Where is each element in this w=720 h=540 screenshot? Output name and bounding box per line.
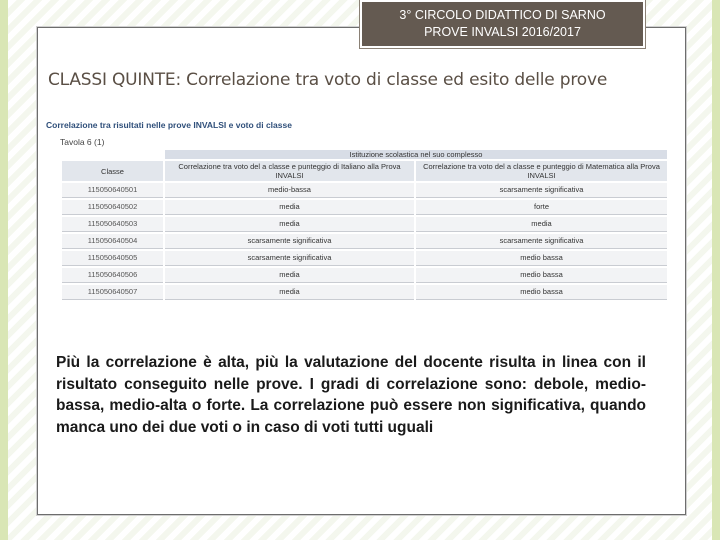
table-row	[62, 200, 667, 215]
table-caption: Correlazione tra risultati nelle prove INVALSI e voto di classe	[46, 120, 292, 130]
cell-italiano: media	[165, 268, 414, 283]
cell-classe: 115050640502	[62, 200, 163, 215]
cell-italiano: scarsamente significativa	[165, 251, 414, 266]
left-border-stripe	[0, 0, 8, 540]
body-paragraph: Più la correlazione è alta, più la valutazione del docente risulta in linea con il risultato conseguito nelle prove. I gradi di correlazione sono: debole, medio-bassa, medio-alta o forte. La correlazione può essere non significativa, quando manca uno dei due voti o in caso di voti tutti uguali	[56, 354, 646, 436]
cell-matematica: medio bassa	[416, 251, 667, 266]
cell-italiano: medio-bassa	[165, 183, 414, 198]
table-row	[62, 268, 667, 283]
slide-title: CLASSI QUINTE: Correlazione tra voto di classe ed esito delle prove	[48, 70, 608, 90]
table-body	[62, 183, 667, 300]
table-group-header: Istituzione scolastica nel suo complesso	[165, 150, 667, 159]
column-header-classe: Classe	[62, 161, 163, 181]
cell-classe: 115050640506	[62, 268, 163, 283]
cell-italiano: media	[165, 285, 414, 300]
table-row	[62, 251, 667, 266]
cell-matematica: medio bassa	[416, 285, 667, 300]
cell-matematica: media	[416, 217, 667, 232]
table-label: Tavola 6 (1)	[60, 137, 105, 147]
correlation-table	[60, 148, 669, 302]
cell-italiano: scarsamente significativa	[165, 234, 414, 249]
cell-matematica: medio bassa	[416, 268, 667, 283]
cell-classe: 115050640507	[62, 285, 163, 300]
cell-classe: 115050640505	[62, 251, 163, 266]
header-box	[360, 0, 645, 48]
table-spacer-cell	[62, 150, 163, 159]
header-line-1: 3° CIRCOLO DIDATTICO DI SARNO	[399, 8, 606, 22]
cell-italiano: media	[165, 200, 414, 215]
cell-matematica: scarsamente significativa	[416, 183, 667, 198]
right-border-stripe	[712, 0, 720, 540]
cell-matematica: forte	[416, 200, 667, 215]
table-row	[62, 234, 667, 249]
header-line-2: PROVE INVALSI 2016/2017	[424, 25, 581, 39]
column-header-matematica: Correlazione tra voto del a classe e punteggio di Matematica alla Prova INVALSI	[416, 161, 667, 181]
column-header-italiano: Correlazione tra voto del a classe e punteggio di Italiano alla Prova INVALSI	[165, 161, 414, 181]
cell-classe: 115050640503	[62, 217, 163, 232]
cell-italiano: media	[165, 217, 414, 232]
table-row	[62, 217, 667, 232]
cell-matematica: scarsamente significativa	[416, 234, 667, 249]
cell-classe: 115050640501	[62, 183, 163, 198]
table-row	[62, 183, 667, 198]
table-row	[62, 285, 667, 300]
cell-classe: 115050640504	[62, 234, 163, 249]
